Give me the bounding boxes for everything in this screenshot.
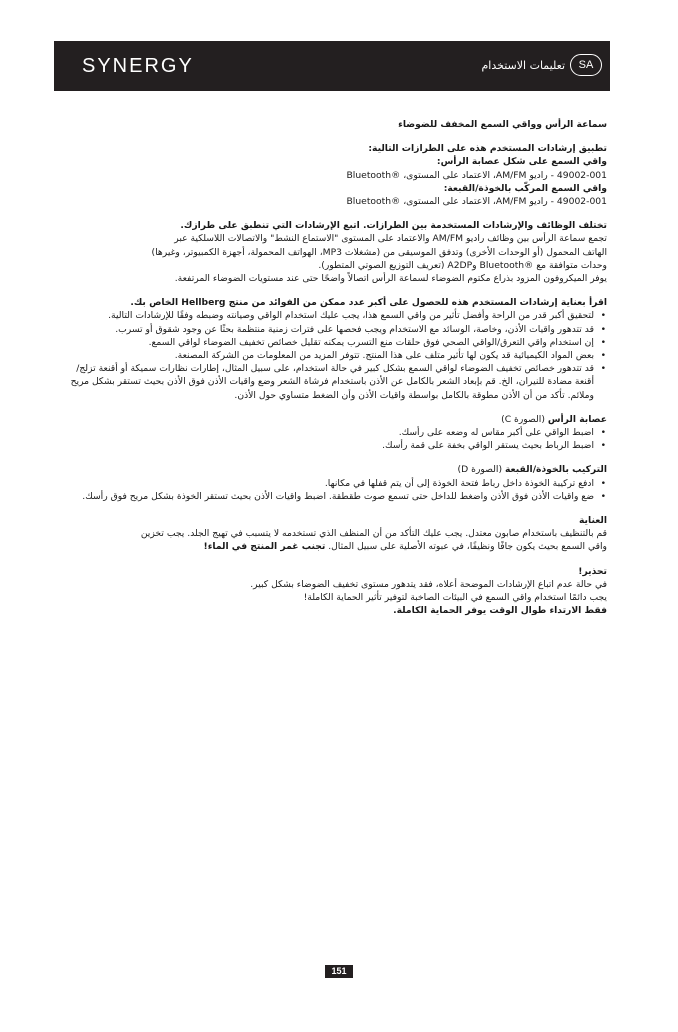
warning-final: فقط الارتداء طوال الوقت يوفر الحماية الكاملة. xyxy=(393,605,607,617)
functions-line: الهاتف المحمول (أو الوحدات الأخرى) وتدفق الموسيقى من (مشغلات MP3، الهواتف المحمولة، أجهزة الكمبيوتر، وغيرها) xyxy=(151,246,607,258)
warning-heading: تحذير! xyxy=(578,565,607,577)
helmet-heading: التركيب بالخوذة/القبعة xyxy=(504,464,607,476)
model1-line: 49002-001 - راديو AM/FM، الاعتماد على المستوى، ®Bluetooth xyxy=(346,169,607,181)
read-heading: اقرأ بعناية إرشادات المستخدم هذه للحصول على أكبر عدد ممكن من الفوائد من منتج Hellberg الخاص بك. xyxy=(130,297,607,309)
care-line: قم بالتنظيف باستخدام صابون معتدل. يجب عليك التأكد من أن المنظف الذي تستخدمه لا يتسبب في تهيج الجلد. يجب تخزين xyxy=(140,528,607,540)
headband-figure-ref: (الصورة C) xyxy=(501,413,545,425)
functions-line: تجمع سماعة الرأس بين وظائف راديو AM/FM والاعتماد على المستوى "الاستماع النشط" والاتصالات اللاسلكية عبر xyxy=(174,233,607,245)
functions-line: يوفر الميكروفون المزود بذراع مكتوم الضوضاء لسماعة الرأس اتصالاً واضحًا حتى عند مستويات الضوضاء المرتفعة. xyxy=(174,273,607,285)
list-item: • قد تتدهور خصائص تخفيف الضوضاء لواقي السمع بشكل كبير في حالة استخدام، على سبيل المثال، إطارات نظارات سميكة أو أقنعة تزلج/أقنعة مضادة للنيران، الخ. قم بإبعاد الشعر بالكامل عن الأذن باستخدام فرشاة الشعر وضع واقيات الأذن فوق الأذن بحيث تستقر بشكل مريح وملائم. تأكد من أن الأذن مطوقة بالكامل بواسطة واقيات الأذن وأن الضغط متساوي حول الأذن. xyxy=(62,362,594,402)
care-line-2 xyxy=(62,540,607,553)
list-item: • اضبط الرباط بحيث يستقر الواقي بخفة على قمة رأسك. xyxy=(62,439,594,452)
brand-logo: SYNERGY xyxy=(82,55,194,77)
document-body xyxy=(62,118,607,618)
care-heading: العناية xyxy=(578,515,607,527)
headband-heading-line xyxy=(62,413,607,426)
list-item: • بعض المواد الكيميائية قد يكون لها تأثير متلف على هذا المنتج. تتوفر المزيد من المعلومات من الشركة المصنعة. xyxy=(62,349,594,362)
read-list xyxy=(62,309,607,401)
headband-heading: عصابة الرأس xyxy=(547,413,607,425)
list-item: • ادفع تركيبة الخوذة داخل رباط فتحة الخوذة إلى أن يتم قفلها في مكانها. xyxy=(62,477,594,490)
model2-heading: واقي السمع المركّب بالخوذة/القبعة: xyxy=(443,182,607,194)
section-label: تعليمات الاستخدام xyxy=(481,59,565,72)
page-number: 151 xyxy=(325,965,353,978)
list-item: • قد تتدهور واقيات الأذن، وخاصة، الوسائد مع الاستخدام ويجب فحصها على فترات زمنية منتظمة بحثًا عن وجود شقوق أو تسرب. xyxy=(62,323,594,336)
list-item: • ضع واقيات الأذن فوق الأذن واضغط للداخل حتى تسمع صوت طقطقة. اضبط واقيات الأذن بحيث تستقر الخوذة بشكل مريح فوق رأسك. xyxy=(62,490,594,503)
language-badge: SA xyxy=(570,54,602,76)
headband-list xyxy=(62,426,607,452)
helmet-list xyxy=(62,477,607,503)
application-heading: تطبيق إرشادات المستخدم هذه على الطرازات التالية: xyxy=(368,143,607,155)
model1-heading: واقي السمع على شكل عصابة الرأس: xyxy=(436,156,607,168)
document-title: سماعة الرأس وواقي السمع المخفف للضوضاء xyxy=(398,119,607,130)
helmet-heading-line xyxy=(62,463,607,476)
header-bar xyxy=(54,41,610,91)
helmet-figure-ref: (الصورة D) xyxy=(457,464,503,476)
list-item: • إن استخدام واقي التعرق/الواقي الصحي فوق حلقات منع التسرب يمكنه تقليل خصائص تخفيف الضوضاء لواقي السمع. xyxy=(62,336,594,349)
list-item: • اضبط الواقي على أكبر مقاس له وضعه على رأسك. xyxy=(62,426,594,439)
list-item: • لتحقيق أكبر قدر من الراحة وأفضل تأثير من واقي السمع هذا، يجب عليك استخدام الواقي وصيانته وضبطه وفقًا للإرشادات التالية. xyxy=(62,309,594,322)
care-warning: تجنب غمر المنتج في الماء! xyxy=(203,541,326,553)
functions-heading: تختلف الوظائف والإرشادات المستخدمة بين الطرازات. اتبع الإرشادات التي تنطبق على طرازك. xyxy=(180,220,607,232)
warning-line: في حالة عدم اتباع الإرشادات الموضحة أعلاه، فقد يتدهور مستوى تخفيف الضوضاء بشكل كبير. xyxy=(250,578,607,590)
warning-line: يجب دائمًا استخدام واقي السمع في البيئات الصاخبة لتوفير تأثير الحماية الكاملة! xyxy=(303,592,607,604)
care-line-text: واقي السمع بحيث يكون جافًا ونظيفًا، في عبوته الأصلية على سبيل المثال. xyxy=(328,541,607,553)
model2-line: 49002-001 - راديو AM/FM، الاعتماد على المستوى، ®Bluetooth xyxy=(346,196,607,208)
functions-line: وحدات متوافقة مع ®Bluetooth وA2DP (تعريف التوزيع الصوتي المتطور). xyxy=(318,259,607,271)
